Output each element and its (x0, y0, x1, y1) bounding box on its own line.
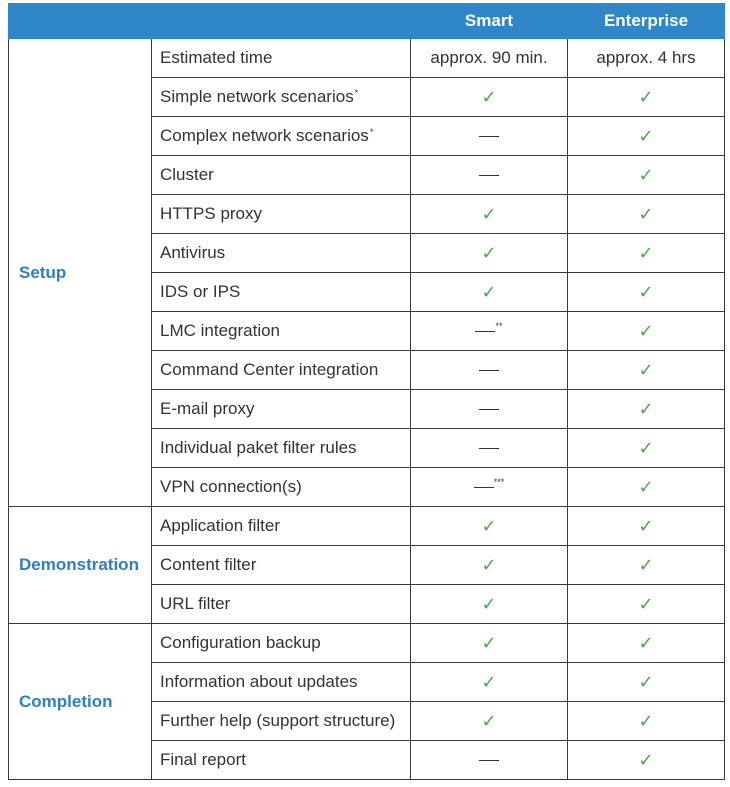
header-empty (9, 4, 152, 39)
feature-label: LMC integration (160, 321, 281, 340)
dash-icon (479, 136, 499, 137)
smart-cell (411, 468, 568, 507)
category-setup: Setup (9, 39, 152, 507)
check-icon: ✓ (481, 632, 497, 653)
smart-cell (411, 273, 568, 312)
smart-cell (411, 585, 568, 624)
smart-cell (411, 39, 568, 78)
dash-icon (479, 370, 499, 371)
check-icon: ✓ (638, 476, 654, 497)
feature-label: Complex network scenarios (160, 126, 369, 145)
feature-cell (152, 351, 411, 390)
check-icon: ✓ (481, 554, 497, 575)
table-row (9, 507, 725, 546)
feature-label: Application filter (160, 516, 281, 535)
feature-cell (152, 507, 411, 546)
check-icon: ✓ (638, 710, 654, 731)
check-icon: ✓ (638, 281, 654, 302)
feature-label: Further help (support structure) (160, 711, 396, 730)
check-icon: ✓ (638, 632, 654, 653)
check-icon: ✓ (481, 242, 497, 263)
dash-icon (475, 331, 495, 332)
check-icon: ✓ (638, 164, 654, 185)
smart-cell (411, 429, 568, 468)
smart-cell (411, 156, 568, 195)
category-completion: Completion (9, 624, 152, 780)
check-icon: ✓ (638, 359, 654, 380)
smart-cell (411, 351, 568, 390)
feature-label: Cluster (160, 165, 214, 184)
enterprise-cell (568, 507, 725, 546)
feature-label: Individual paket filter rules (160, 438, 357, 457)
header-enterprise: Enterprise (568, 4, 725, 39)
check-icon: ✓ (638, 86, 654, 107)
enterprise-cell (568, 702, 725, 741)
enterprise-cell (568, 195, 725, 234)
feature-label: E-mail proxy (160, 399, 255, 418)
dash-icon (479, 448, 499, 449)
enterprise-cell (568, 156, 725, 195)
feature-cell (152, 78, 411, 117)
enterprise-cell (568, 351, 725, 390)
check-icon: ✓ (481, 515, 497, 536)
feature-label: Information about updates (160, 672, 358, 691)
enterprise-cell (568, 624, 725, 663)
footnote-marker: * (354, 88, 359, 98)
feature-label: Estimated time (160, 48, 273, 67)
enterprise-cell (568, 429, 725, 468)
feature-cell (152, 429, 411, 468)
dash-icon (479, 760, 499, 761)
feature-cell (152, 117, 411, 156)
check-icon: ✓ (638, 749, 654, 770)
enterprise-cell (568, 390, 725, 429)
enterprise-cell (568, 39, 725, 78)
check-icon: ✓ (481, 710, 497, 731)
dash-icon (474, 487, 494, 488)
enterprise-cell (568, 234, 725, 273)
check-icon: ✓ (638, 437, 654, 458)
check-icon: ✓ (481, 593, 497, 614)
enterprise-cell (568, 78, 725, 117)
check-icon: ✓ (481, 203, 497, 224)
check-icon: ✓ (481, 281, 497, 302)
check-icon: ✓ (638, 593, 654, 614)
smart-cell (411, 741, 568, 780)
smart-cell (411, 117, 568, 156)
enterprise-cell (568, 117, 725, 156)
comparison-table (8, 3, 725, 780)
enterprise-cell (568, 273, 725, 312)
feature-label: Configuration backup (160, 633, 321, 652)
smart-cell (411, 195, 568, 234)
table-row (9, 39, 725, 78)
feature-cell (152, 39, 411, 78)
check-icon: ✓ (638, 242, 654, 263)
enterprise-cell (568, 468, 725, 507)
check-icon: ✓ (638, 203, 654, 224)
dash-icon (479, 409, 499, 410)
header-smart: Smart (411, 4, 568, 39)
check-icon: ✓ (638, 554, 654, 575)
smart-cell (411, 624, 568, 663)
smart-cell (411, 234, 568, 273)
feature-cell (152, 234, 411, 273)
feature-cell (152, 546, 411, 585)
feature-cell (152, 702, 411, 741)
feature-cell (152, 663, 411, 702)
category-demonstration: Demonstration (9, 507, 152, 624)
smart-cell (411, 546, 568, 585)
feature-cell (152, 273, 411, 312)
check-icon: ✓ (638, 125, 654, 146)
enterprise-cell (568, 741, 725, 780)
smart-cell (411, 507, 568, 546)
feature-cell (152, 741, 411, 780)
enterprise-cell (568, 546, 725, 585)
header-row (9, 4, 725, 39)
smart-cell (411, 702, 568, 741)
feature-label: Final report (160, 750, 246, 769)
feature-cell (152, 312, 411, 351)
footnote-marker: *** (493, 477, 505, 487)
smart-cell (411, 390, 568, 429)
feature-label: Command Center integration (160, 360, 379, 379)
enterprise-cell (568, 663, 725, 702)
feature-label: Antivirus (160, 243, 226, 262)
feature-cell (152, 585, 411, 624)
feature-label: IDS or IPS (160, 282, 241, 301)
feature-cell (152, 468, 411, 507)
feature-label: Content filter (160, 555, 257, 574)
check-icon: ✓ (638, 515, 654, 536)
feature-label: URL filter (160, 594, 231, 613)
enterprise-cell (568, 585, 725, 624)
dash-icon (479, 175, 499, 176)
feature-cell (152, 156, 411, 195)
check-icon: ✓ (638, 398, 654, 419)
feature-label: VPN connection(s) (160, 477, 302, 496)
footnote-marker: ** (495, 321, 503, 331)
feature-label: Simple network scenarios (160, 87, 354, 106)
check-icon: ✓ (638, 671, 654, 692)
smart-cell (411, 312, 568, 351)
smart-cell (411, 78, 568, 117)
enterprise-cell (568, 312, 725, 351)
smart-value: approx. 90 min. (430, 48, 548, 67)
feature-cell (152, 390, 411, 429)
check-icon: ✓ (481, 671, 497, 692)
enterprise-value: approx. 4 hrs (596, 48, 696, 67)
feature-cell (152, 195, 411, 234)
table-row (9, 624, 725, 663)
feature-label: HTTPS proxy (160, 204, 263, 223)
smart-cell (411, 663, 568, 702)
feature-cell (152, 624, 411, 663)
check-icon: ✓ (638, 320, 654, 341)
check-icon: ✓ (481, 86, 497, 107)
footnote-marker: * (369, 127, 374, 137)
header-empty (152, 4, 411, 39)
